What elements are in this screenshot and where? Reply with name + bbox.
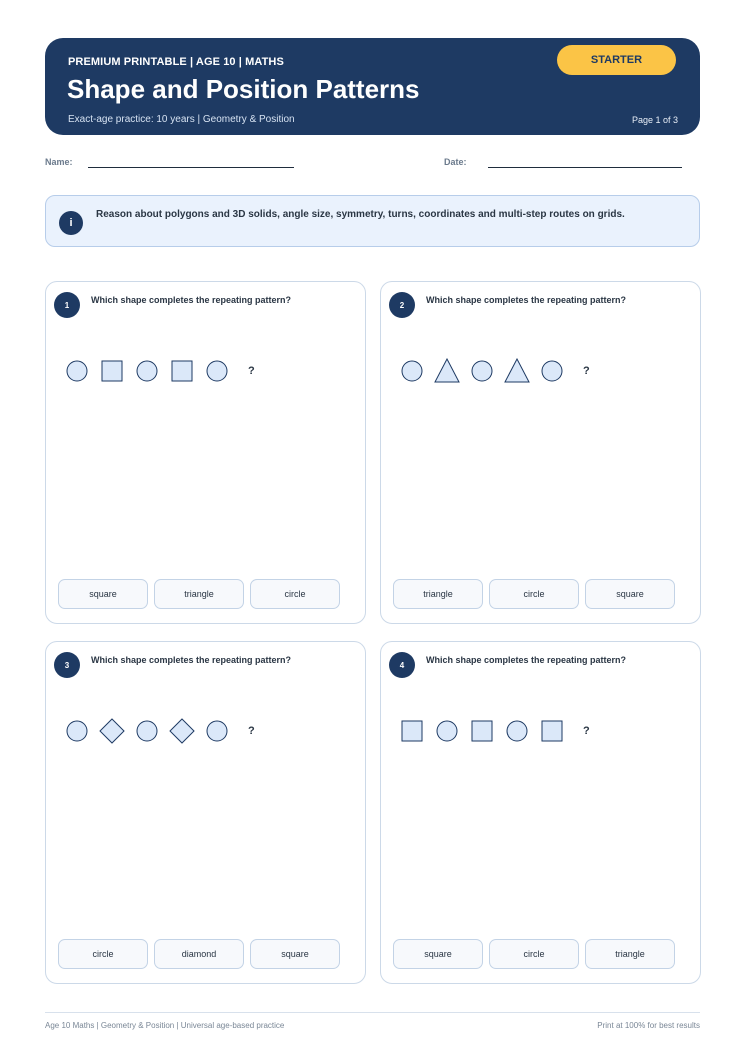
question-prompt: Which shape completes the repeating pattern? [426,655,627,665]
circle-shape [402,361,422,381]
question-card [380,281,701,624]
name-label: Name: [45,157,73,167]
worksheet-header [45,38,700,135]
shape-pattern [66,358,266,384]
missing-shape-mark: ? [583,365,590,377]
question-card [45,281,366,624]
date-field[interactable] [488,167,682,168]
question-prompt: Which shape completes the repeating pattern? [426,295,627,305]
square-shape [472,721,492,741]
missing-shape-mark: ? [583,725,590,737]
answer-option[interactable]: square [585,579,675,609]
date-label: Date: [444,157,467,167]
missing-shape-mark: ? [248,725,255,737]
question-number: 2 [389,292,415,318]
footer-left: Age 10 Maths | Geometry & Position | Universal age-based practice [45,1021,285,1030]
page-number: Page 1 of 3 [631,115,678,125]
square-shape [542,721,562,741]
square-shape [402,721,422,741]
answer-option[interactable]: triangle [154,579,244,609]
circle-shape [67,361,87,381]
triangle-shape [435,359,459,382]
question-card [45,641,366,984]
answer-option[interactable]: triangle [393,579,483,609]
shape-pattern [401,358,601,384]
instructions-box [45,195,700,247]
circle-shape [137,361,157,381]
info-icon: i [59,211,83,235]
header-subtitle: Exact-age practice: 10 years | Geometry & Position [68,114,295,125]
footer-divider [45,1012,700,1013]
circle-shape [472,361,492,381]
instructions-text: Reason about polygons and 3D solids, angle size, symmetry, turns, coordinates and multi-step routes on grids. [96,209,625,220]
footer-right: Print at 100% for best results [597,1021,700,1030]
question-card [380,641,701,984]
missing-shape-mark: ? [248,365,255,377]
circle-shape [207,721,227,741]
square-shape [102,361,122,381]
answer-option[interactable]: square [393,939,483,969]
question-number: 1 [54,292,80,318]
answer-option[interactable]: diamond [154,939,244,969]
circle-shape [207,361,227,381]
name-field[interactable] [88,167,294,168]
triangle-shape [505,359,529,382]
circle-shape [137,721,157,741]
answer-option[interactable]: circle [250,579,340,609]
answer-option[interactable]: triangle [585,939,675,969]
question-number: 4 [389,652,415,678]
answer-option[interactable]: circle [58,939,148,969]
page-title: Shape and Position Patterns [67,74,420,104]
shape-pattern [401,718,601,744]
diamond-shape [170,719,194,743]
answer-option[interactable]: circle [489,939,579,969]
question-number: 3 [54,652,80,678]
diamond-shape [100,719,124,743]
level-badge: STARTER [557,45,676,75]
square-shape [172,361,192,381]
question-prompt: Which shape completes the repeating pattern? [91,295,292,305]
answer-option[interactable]: square [250,939,340,969]
shape-pattern [66,718,266,744]
circle-shape [437,721,457,741]
answer-option[interactable]: circle [489,579,579,609]
header-kicker: PREMIUM PRINTABLE | AGE 10 | MATHS [68,56,284,68]
answer-option[interactable]: square [58,579,148,609]
circle-shape [542,361,562,381]
circle-shape [507,721,527,741]
question-prompt: Which shape completes the repeating pattern? [91,655,292,665]
circle-shape [67,721,87,741]
